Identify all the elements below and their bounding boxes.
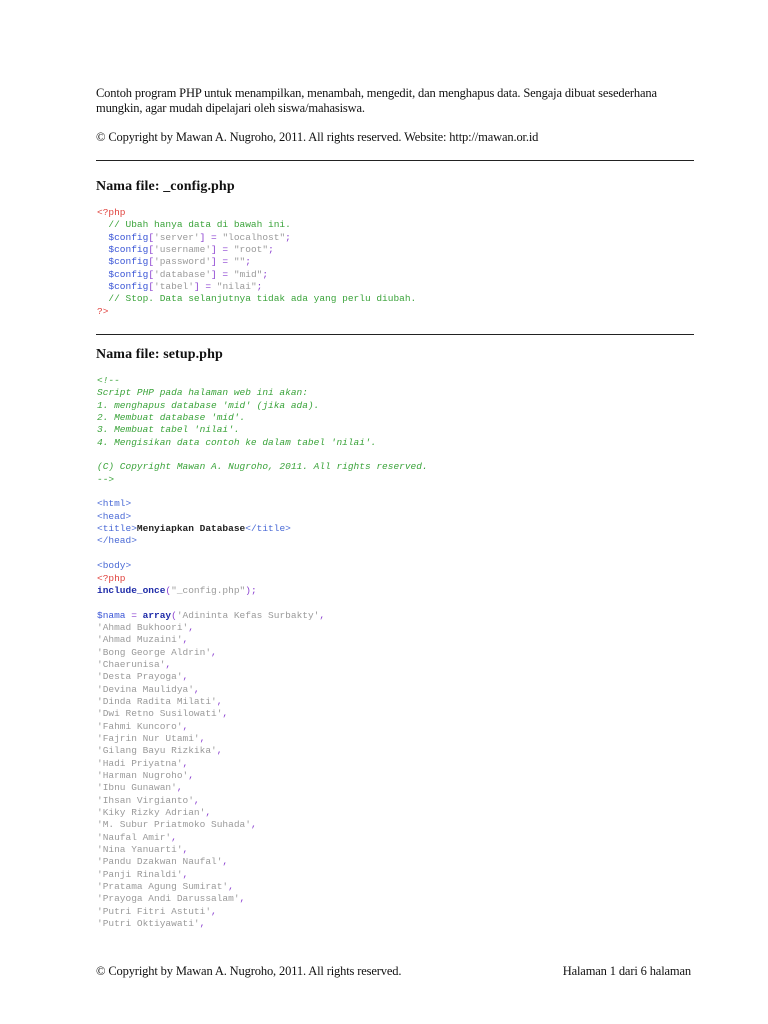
code-token-operator: , <box>165 658 172 670</box>
code-token-string: 'server' <box>154 231 200 243</box>
code-token-php-tag: <?php <box>97 207 126 218</box>
code-token-html-tag: </title> <box>245 523 291 535</box>
code-token-variable: $config <box>97 231 149 243</box>
code-line <box>97 412 428 424</box>
code-token-operator: , <box>211 905 217 917</box>
code-token-string: 'Putri Fitri Astuti' <box>97 905 212 917</box>
section-divider <box>96 160 694 161</box>
code-line <box>97 560 428 572</box>
code-token-string: 'Ahmad Bukhoori' <box>97 621 189 633</box>
code-line <box>97 671 428 683</box>
code-line <box>97 293 416 305</box>
code-token-operator: , <box>250 819 257 831</box>
code-token-string: 'tabel' <box>154 281 194 293</box>
code-line <box>97 869 428 881</box>
code-line <box>97 844 428 856</box>
code-token-operator: , <box>222 856 229 868</box>
code-line <box>97 207 416 219</box>
code-line <box>97 597 428 609</box>
code-token-operator: , <box>182 634 189 646</box>
code-line <box>97 498 428 510</box>
code-line <box>97 256 416 268</box>
code-token-string: 'Dwi Retno Susilowati' <box>97 708 223 720</box>
code-token-string: 'Fajrin Nur Utami' <box>97 732 200 744</box>
code-line <box>97 659 428 671</box>
code-token-html-tag: <html> <box>97 498 132 510</box>
code-line <box>97 758 428 770</box>
code-token-operator: , <box>182 671 189 683</box>
code-line <box>97 387 428 399</box>
code-token-string: 'Prayoga Andi Darussalam' <box>97 893 240 905</box>
code-token-php-tag: <?php <box>97 572 126 584</box>
code-token-operator: , <box>188 770 194 781</box>
code-token-operator: ] = <box>199 231 223 243</box>
code-line <box>97 832 428 844</box>
code-token-operator: ; <box>262 268 269 280</box>
code-line <box>97 770 428 782</box>
code-line <box>97 906 428 918</box>
code-token-string: 'Putri Oktiyawati' <box>97 918 200 930</box>
code-line <box>97 461 428 473</box>
code-line <box>97 424 428 436</box>
code-token-operator: , <box>222 708 229 720</box>
code-token-string: "_config.php" <box>171 584 246 596</box>
code-token-operator: , <box>182 868 189 880</box>
file-heading-setup: Nama file: setup.php <box>96 347 223 362</box>
code-line <box>97 807 428 819</box>
file-heading-config: Nama file: _config.php <box>96 179 235 194</box>
code-token-variable: $config <box>97 244 149 256</box>
section-divider <box>96 334 694 335</box>
code-token-string: 'Pandu Dzakwan Naufal' <box>97 856 223 868</box>
code-token-operator: , <box>199 732 206 744</box>
code-token-operator: , <box>228 881 234 893</box>
code-token-operator: ; <box>256 281 263 293</box>
code-token-operator: ] = <box>211 256 234 268</box>
code-token-operator: ] = <box>211 244 234 256</box>
code-token-text: Menyiapkan Database <box>136 523 246 535</box>
code-token-operator: , <box>176 782 183 794</box>
code-token-operator: , <box>182 720 189 732</box>
code-token-comment: <!-- <box>97 375 120 386</box>
code-token-operator: [ <box>148 268 155 280</box>
code-token-comment: 4. Mengisikan data contoh ke dalam tabel 'nilai'. <box>97 436 377 448</box>
code-line <box>97 684 428 696</box>
code-line <box>97 881 428 893</box>
code-token-string: "mid" <box>233 268 263 280</box>
code-line <box>97 244 416 256</box>
code-token-comment: --> <box>97 473 115 485</box>
code-token-string: "nilai" <box>216 281 257 293</box>
code-token-comment: (C) Copyright Mawan A. Nugroho, 2011. All rights reserved. <box>97 461 428 473</box>
code-line <box>97 708 428 720</box>
code-token-operator: ); <box>245 584 257 596</box>
code-token-string: 'Desta Prayoga' <box>97 671 183 683</box>
code-line <box>97 306 416 318</box>
code-line <box>97 622 428 634</box>
code-line <box>97 219 416 231</box>
code-line <box>97 782 428 794</box>
code-token-string: 'Ihsan Virgianto' <box>97 794 194 806</box>
code-line <box>97 634 428 646</box>
code-token-string: 'Kiky Rizky Adrian' <box>97 807 206 819</box>
code-line <box>97 733 428 745</box>
code-line <box>97 269 416 281</box>
code-token-html-tag: <body> <box>97 560 132 572</box>
code-token-html-tag: </head> <box>97 535 137 547</box>
code-line <box>97 400 428 412</box>
code-line <box>97 535 428 547</box>
footer-page-info: Halaman 1 dari 6 halaman <box>562 964 691 978</box>
code-token-string: 'Gilang Bayu Rizkika' <box>97 745 217 757</box>
code-token-operator: [ <box>148 256 155 268</box>
code-token-html-tag: <head> <box>97 510 132 522</box>
code-token-string: 'Pratama Agung Sumirat' <box>97 881 229 893</box>
code-line <box>97 585 428 597</box>
code-line <box>97 893 428 905</box>
code-token-operator: ; <box>285 231 291 243</box>
code-line <box>97 486 428 498</box>
code-token-comment: 1. menghapus database 'mid' (jika ada). <box>97 399 320 411</box>
code-token-comment: Script PHP pada halaman web ini akan: <box>97 387 308 399</box>
code-token-string: 'username' <box>154 244 212 256</box>
code-token-operator: ; <box>268 244 274 256</box>
code-token-string: 'Harman Nugroho' <box>97 770 189 781</box>
code-token-html-tag: <title> <box>97 523 137 535</box>
code-token-operator: , <box>193 683 200 695</box>
code-token-operator: ( <box>171 609 177 621</box>
code-token-string: 'Dinda Radita Milati' <box>97 695 217 707</box>
code-token-string: 'M. Subur Priatmoko Suhada' <box>97 819 251 831</box>
code-token-string: 'Nina Yanuarti' <box>97 844 183 856</box>
code-token-string: 'password' <box>154 256 212 268</box>
code-token-string: 'Bong George Aldrin' <box>97 646 212 658</box>
code-token-string: 'Ibnu Gunawan' <box>97 782 177 794</box>
code-line <box>97 511 428 523</box>
code-token-operator: , <box>205 807 212 819</box>
code-token-operator: , <box>182 844 189 856</box>
code-line <box>97 647 428 659</box>
code-line <box>97 548 428 560</box>
code-token-php-tag: ?> <box>97 305 109 317</box>
code-token-operator: , <box>193 794 200 806</box>
code-line <box>97 918 428 930</box>
code-line <box>97 281 416 293</box>
code-token-operator: ( <box>165 584 172 596</box>
intro-paragraph: Contoh program PHP untuk menampilkan, menambah, mengedit, dan menghapus data. Sengaja dibuat sesederhana mungkin, agar mudah dipelajari oleh siswa/mahasiswa. <box>96 86 657 115</box>
code-line <box>97 610 428 622</box>
code-token-string: 'Naufal Amir' <box>97 831 172 843</box>
code-token-operator: , <box>182 757 189 769</box>
code-token-operator: [ <box>148 244 155 256</box>
code-token-operator: ] = <box>211 268 234 280</box>
code-token-operator: ; <box>245 256 251 268</box>
code-token-string: "root" <box>233 244 269 256</box>
code-token-operator: , <box>171 831 177 843</box>
code-token-operator: [ <box>148 231 155 243</box>
code-line <box>97 745 428 757</box>
code-token-operator: , <box>188 621 194 633</box>
code-token-comment: 2. Membuat database 'mid'. <box>97 412 246 424</box>
code-token-string: "" <box>233 256 246 268</box>
code-token-string: 'Panji Rinaldi' <box>97 868 183 880</box>
code-token-variable: $nama <box>97 609 126 621</box>
code-token-operator: , <box>319 609 326 621</box>
code-token-operator: [ <box>148 281 155 293</box>
code-token-keyword: include_once <box>97 584 166 596</box>
code-token-comment: // Stop. Data selanjutnya tidak ada yang perlu diubah. <box>97 293 417 305</box>
code-token-string: 'database' <box>154 268 212 280</box>
code-line <box>97 819 428 831</box>
code-token-operator: , <box>239 893 246 905</box>
code-token-variable: $config <box>97 256 149 268</box>
code-line <box>97 523 428 535</box>
code-block-config <box>97 207 416 318</box>
code-line <box>97 375 428 387</box>
code-line <box>97 696 428 708</box>
code-token-string: 'Devina Maulidya' <box>97 683 194 695</box>
code-token-string: "localhost" <box>222 231 286 243</box>
code-line <box>97 795 428 807</box>
code-line <box>97 721 428 733</box>
code-token-variable: $config <box>97 281 149 293</box>
code-token-string: 'Ahmad Muzaini' <box>97 634 183 646</box>
code-token-comment: // Ubah hanya data di bawah ini. <box>97 219 291 231</box>
code-token-operator: , <box>211 646 217 658</box>
code-token-operator: , <box>216 745 223 757</box>
code-token-string: 'Fahmi Kuncoro' <box>97 720 183 732</box>
code-token-operator: , <box>199 918 206 930</box>
code-token-keyword: array <box>142 609 172 621</box>
code-token-operator: , <box>216 695 223 707</box>
code-token-operator: ] = <box>193 281 217 293</box>
code-line <box>97 573 428 585</box>
code-token-string: 'Hadi Priyatna' <box>97 757 183 769</box>
code-token-operator: = <box>125 609 143 621</box>
copyright-line: © Copyright by Mawan A. Nugroho, 2011. All rights reserved. Website: http://mawan.or.id <box>96 130 539 144</box>
code-line <box>97 856 428 868</box>
code-token-variable: $config <box>97 268 149 280</box>
code-block-setup <box>97 375 428 930</box>
footer-copyright: © Copyright by Mawan A. Nugroho, 2011. All rights reserved. <box>96 964 402 978</box>
code-token-string: 'Adininta Kefas Surbakty' <box>176 609 320 621</box>
code-line <box>97 437 428 449</box>
code-line <box>97 232 416 244</box>
code-token-string: 'Chaerunisa' <box>97 658 166 670</box>
code-line <box>97 449 428 461</box>
code-line <box>97 474 428 486</box>
code-token-comment: 3. Membuat tabel 'nilai'. <box>97 424 240 436</box>
